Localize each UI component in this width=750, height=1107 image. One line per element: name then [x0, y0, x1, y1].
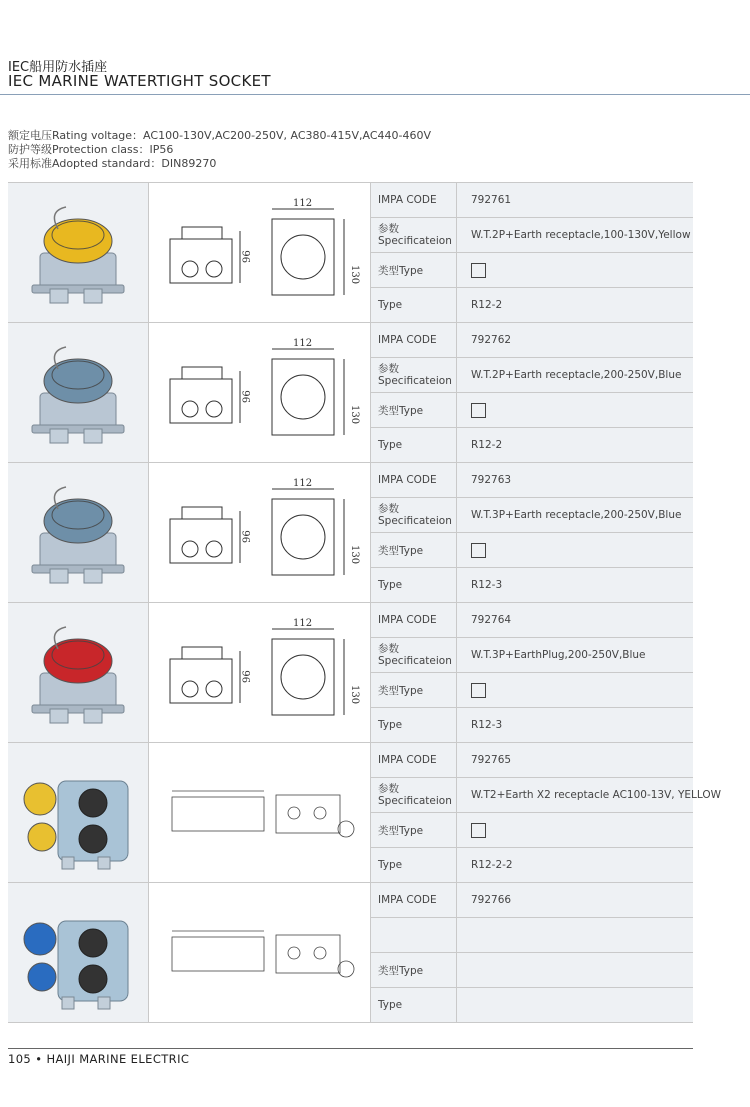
dimension-drawing-cell — [149, 463, 371, 603]
product-photo-icon — [18, 471, 138, 591]
model-type-label: 类型Type — [371, 533, 457, 568]
table-row — [8, 743, 693, 778]
impa-code-value: 792763 — [457, 463, 694, 498]
product-photo-icon — [18, 751, 138, 871]
dimension-drawing-cell — [149, 183, 371, 323]
dim-width: 112 — [292, 338, 312, 349]
model-type-value — [457, 393, 694, 428]
impa-code-value: 792761 — [457, 183, 694, 218]
type-code-value: R12-3 — [457, 568, 694, 603]
socket-pin-icon — [471, 683, 486, 698]
protection-class: 防护等级Protection class：IP56 — [8, 143, 174, 156]
type-code-label: Type — [371, 988, 457, 1023]
type-code-label: Type — [371, 708, 457, 743]
product-photo — [8, 603, 149, 743]
type-code-label: Type — [371, 568, 457, 603]
adopted-standard: 采用标准Adopted standard：DIN89270 — [8, 157, 217, 170]
type-code-label: Type — [371, 428, 457, 463]
model-type-value — [457, 953, 694, 988]
spec-block — [8, 129, 431, 171]
impa-code-value: 792762 — [457, 323, 694, 358]
dim-depth: 96 — [241, 250, 253, 263]
dimension-drawing-cell — [149, 883, 371, 1023]
model-type-label: 类型Type — [371, 953, 457, 988]
dim-width: 112 — [292, 478, 312, 489]
title-cn: IEC船用防水插座 — [8, 60, 108, 75]
socket-pin-icon — [471, 263, 486, 278]
specification-label: 参数 Specificateion — [371, 498, 457, 533]
dimension-drawing — [160, 751, 360, 871]
specification-label: 参数 Specificateion — [371, 778, 457, 813]
model-type-label: 类型Type — [371, 393, 457, 428]
dim-height: 130 — [348, 265, 360, 285]
table-row — [8, 603, 693, 638]
product-photo — [8, 883, 149, 1023]
dim-height: 130 — [348, 685, 360, 705]
type-code-value — [457, 988, 694, 1023]
product-photo-icon — [18, 891, 138, 1011]
dim-height: 130 — [348, 405, 360, 425]
socket-pin-icon — [471, 543, 486, 558]
dim-depth: 96 — [241, 670, 253, 683]
specification-label — [371, 918, 457, 953]
impa-code-label: IMPA CODE — [371, 183, 457, 218]
impa-code-label: IMPA CODE — [371, 883, 457, 918]
socket-pin-icon — [471, 403, 486, 418]
specification-value — [457, 918, 694, 953]
footer: 105 • HAIJI MARINE ELECTRIC — [8, 1052, 190, 1066]
specification-value: W.T.2P+Earth receptacle,100-130V,Yellow — [457, 218, 694, 253]
title-en: IEC MARINE WATERTIGHT SOCKET — [8, 72, 271, 90]
dimension-drawing — [160, 891, 360, 1011]
product-photo — [8, 183, 149, 323]
product-photo — [8, 463, 149, 603]
socket-pin-icon — [471, 823, 486, 838]
specification-value: W.T2+Earth X2 receptacle AC100-13V, YELLOW — [457, 778, 694, 813]
impa-code-label: IMPA CODE — [371, 603, 457, 638]
dim-width: 112 — [292, 618, 312, 629]
product-photo-icon — [18, 331, 138, 451]
impa-code-value: 792765 — [457, 743, 694, 778]
dimension-drawing-cell — [149, 323, 371, 463]
impa-code-label: IMPA CODE — [371, 743, 457, 778]
model-type-value — [457, 533, 694, 568]
footer-rule — [8, 1048, 693, 1049]
product-photo — [8, 323, 149, 463]
type-code-value: R12-3 — [457, 708, 694, 743]
model-type-value — [457, 673, 694, 708]
dimension-drawing — [160, 611, 360, 731]
rating-voltage: 额定电压Rating voltage：AC100-130V,AC200-250V, AC380-415V,AC440-460V — [8, 129, 432, 142]
dim-depth: 96 — [241, 390, 253, 403]
model-type-label: 类型Type — [371, 673, 457, 708]
model-type-label: 类型Type — [371, 253, 457, 288]
specification-value: W.T.3P+Earth receptacle,200-250V,Blue — [457, 498, 694, 533]
dimension-drawing-cell — [149, 603, 371, 743]
dimension-drawing — [160, 331, 360, 451]
dim-width: 112 — [292, 198, 312, 209]
product-photo-icon — [18, 611, 138, 731]
dim-height: 130 — [348, 545, 360, 565]
dim-depth: 96 — [241, 530, 253, 543]
product-photo — [8, 743, 149, 883]
type-code-value: R12-2 — [457, 288, 694, 323]
impa-code-label: IMPA CODE — [371, 463, 457, 498]
model-type-value — [457, 813, 694, 848]
type-code-label: Type — [371, 848, 457, 883]
type-code-value: R12-2 — [457, 428, 694, 463]
dimension-drawing-cell — [149, 743, 371, 883]
dimension-drawing — [160, 471, 360, 591]
specification-value: W.T.2P+Earth receptacle,200-250V,Blue — [457, 358, 694, 393]
model-type-label: 类型Type — [371, 813, 457, 848]
dimension-drawing — [160, 191, 360, 311]
specification-label: 参数 Specificateion — [371, 218, 457, 253]
specification-label: 参数 Specificateion — [371, 358, 457, 393]
product-table — [8, 182, 721, 1023]
impa-code-label: IMPA CODE — [371, 323, 457, 358]
specification-label: 参数 Specificateion — [371, 638, 457, 673]
product-photo-icon — [18, 191, 138, 311]
title-rule — [0, 94, 750, 95]
type-code-value: R12-2-2 — [457, 848, 694, 883]
table-row — [8, 463, 693, 498]
table-row — [8, 323, 693, 358]
table-row — [8, 183, 693, 218]
type-code-label: Type — [371, 288, 457, 323]
table-row — [8, 883, 693, 918]
impa-code-value: 792764 — [457, 603, 694, 638]
impa-code-value: 792766 — [457, 883, 694, 918]
specification-value: W.T.3P+EarthPlug,200-250V,Blue — [457, 638, 694, 673]
model-type-value — [457, 253, 694, 288]
